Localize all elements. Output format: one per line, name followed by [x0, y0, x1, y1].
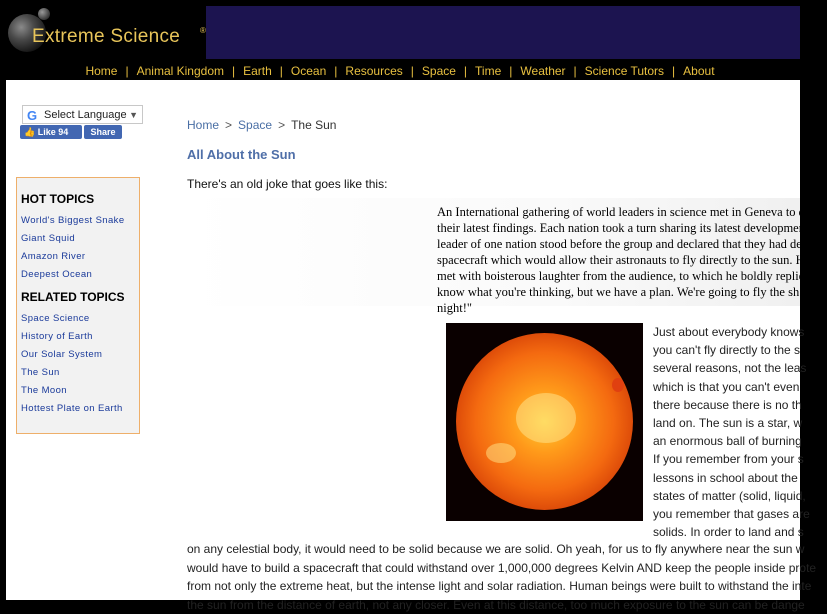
nav-item-animal-kingdom[interactable]: Animal Kingdom [137, 64, 224, 78]
intro-text: There's an old joke that goes like this: [187, 177, 387, 191]
article-side-text [653, 323, 810, 541]
related-topic-link[interactable]: Hottest Plate on Earth [21, 400, 139, 418]
side-text-line: several reasons, not the leas [653, 359, 810, 377]
related-topic-link[interactable]: The Moon [21, 382, 139, 400]
nav-separator: | [117, 64, 136, 78]
nav-separator: | [501, 64, 520, 78]
related-topic-link[interactable]: Space Science [21, 310, 139, 328]
side-text-line: you can't fly directly to the s [653, 341, 810, 359]
side-text-line: Just about everybody knows [653, 323, 810, 341]
sun-image [446, 323, 643, 521]
nav-item-weather[interactable]: Weather [520, 64, 565, 78]
hot-topics-list [21, 212, 139, 284]
side-text-line: an enormous ball of burning [653, 432, 810, 450]
nav-item-time[interactable]: Time [475, 64, 501, 78]
moon-icon [38, 8, 50, 20]
related-topic-link[interactable]: History of Earth [21, 328, 139, 346]
dropdown-arrow-icon: ▼ [129, 106, 138, 125]
body-text-line: from not only the extreme heat, but the intense light and solar radiation. Human beings were built to withstand the inte [187, 577, 827, 596]
hot-topic-link[interactable]: Amazon River [21, 248, 139, 266]
sun-bright-region [486, 443, 516, 463]
quote-line: their latest findings. Each nation took a turn sharing its latest developmen [437, 220, 817, 236]
body-text-line: the sun from the distance of earth, not any closer. Even at this distance, too much exposure to the sun can be dange [187, 596, 827, 614]
facebook-like-label: Like 94 [38, 127, 69, 137]
facebook-like-button[interactable] [20, 125, 82, 139]
sun-bright-region [516, 393, 576, 443]
side-text-line: solids. In order to land and s [653, 523, 810, 541]
hot-topic-link[interactable]: Deepest Ocean [21, 266, 139, 284]
nav-item-earth[interactable]: Earth [243, 64, 272, 78]
quote-line: leader of one nation stood before the group and declared that they had de [437, 236, 817, 252]
nav-separator: | [664, 64, 683, 78]
body-text-line: on any celestial body, it would need to be solid because we are solid. Oh yeah, for us to fly anywhere near the sun w [187, 540, 827, 559]
hot-topic-link[interactable]: Giant Squid [21, 230, 139, 248]
related-topic-link[interactable]: Our Solar System [21, 346, 139, 364]
nav-item-ocean[interactable]: Ocean [291, 64, 326, 78]
nav-separator: | [224, 64, 243, 78]
joke-quote [437, 204, 817, 316]
solar-prominence [612, 378, 624, 392]
nav-item-science-tutors[interactable]: Science Tutors [585, 64, 664, 78]
breadcrumb-space[interactable]: Space [238, 118, 272, 132]
registered-mark: ® [200, 26, 206, 35]
google-icon: G [27, 106, 37, 125]
side-text-line: states of matter (solid, liquid, [653, 487, 810, 505]
side-text-line: which is that you can't even [653, 378, 810, 396]
header-banner [206, 6, 800, 59]
logo-text: Extreme Science [32, 26, 180, 48]
site-logo[interactable] [4, 2, 204, 60]
breadcrumb [187, 118, 336, 132]
breadcrumb-current: The Sun [291, 118, 336, 132]
hot-topics-heading: HOT TOPICS [21, 192, 139, 206]
side-text-line: land on. The sun is a star, w [653, 414, 810, 432]
related-topics-heading: RELATED TOPICS [21, 290, 139, 304]
related-topic-link[interactable]: The Sun [21, 364, 139, 382]
topics-sidebar [16, 177, 140, 434]
nav-separator: | [456, 64, 475, 78]
nav-item-about[interactable]: About [683, 64, 714, 78]
breadcrumb-separator: > [219, 118, 238, 132]
language-select[interactable] [22, 105, 143, 124]
side-text-line: you remember that gases are [653, 505, 810, 523]
nav-separator: | [566, 64, 585, 78]
side-text-line: lessons in school about the [653, 469, 810, 487]
page-content [6, 80, 800, 600]
nav-separator: | [272, 64, 291, 78]
body-text-line: would have to build a spacecraft that could withstand over 1,000,000 degrees Kelvin AND keep the people inside prote [187, 559, 827, 578]
article-body-text [187, 540, 827, 614]
nav-item-home[interactable]: Home [85, 64, 117, 78]
nav-separator: | [326, 64, 345, 78]
quote-line: An International gathering of world leaders in science met in Geneva to d [437, 204, 817, 220]
breadcrumb-home[interactable]: Home [187, 118, 219, 132]
page-title: All About the Sun [187, 147, 296, 162]
side-text-line: there because there is no th [653, 396, 810, 414]
quote-line: met with boisterous laughter from the audience, to which he boldly replie [437, 268, 817, 284]
side-text-line: If you remember from your s [653, 450, 810, 468]
main-nav [0, 62, 800, 80]
language-select-label: Select Language [44, 106, 127, 125]
nav-separator: | [403, 64, 422, 78]
thumbs-up-icon: 👍 [24, 127, 35, 137]
quote-line: know what you're thinking, but we have a plan. We're going to fly the sh [437, 284, 817, 300]
quote-line: night!" [437, 300, 817, 316]
breadcrumb-separator: > [272, 118, 291, 132]
nav-item-resources[interactable]: Resources [345, 64, 402, 78]
hot-topic-link[interactable]: World's Biggest Snake [21, 212, 139, 230]
related-topics-list [21, 310, 139, 418]
site-header [0, 0, 800, 62]
quote-line: spacecraft which would allow their astronauts to fly directly to the sun. H [437, 252, 817, 268]
nav-item-space[interactable]: Space [422, 64, 456, 78]
facebook-share-button[interactable]: Share [84, 125, 122, 139]
